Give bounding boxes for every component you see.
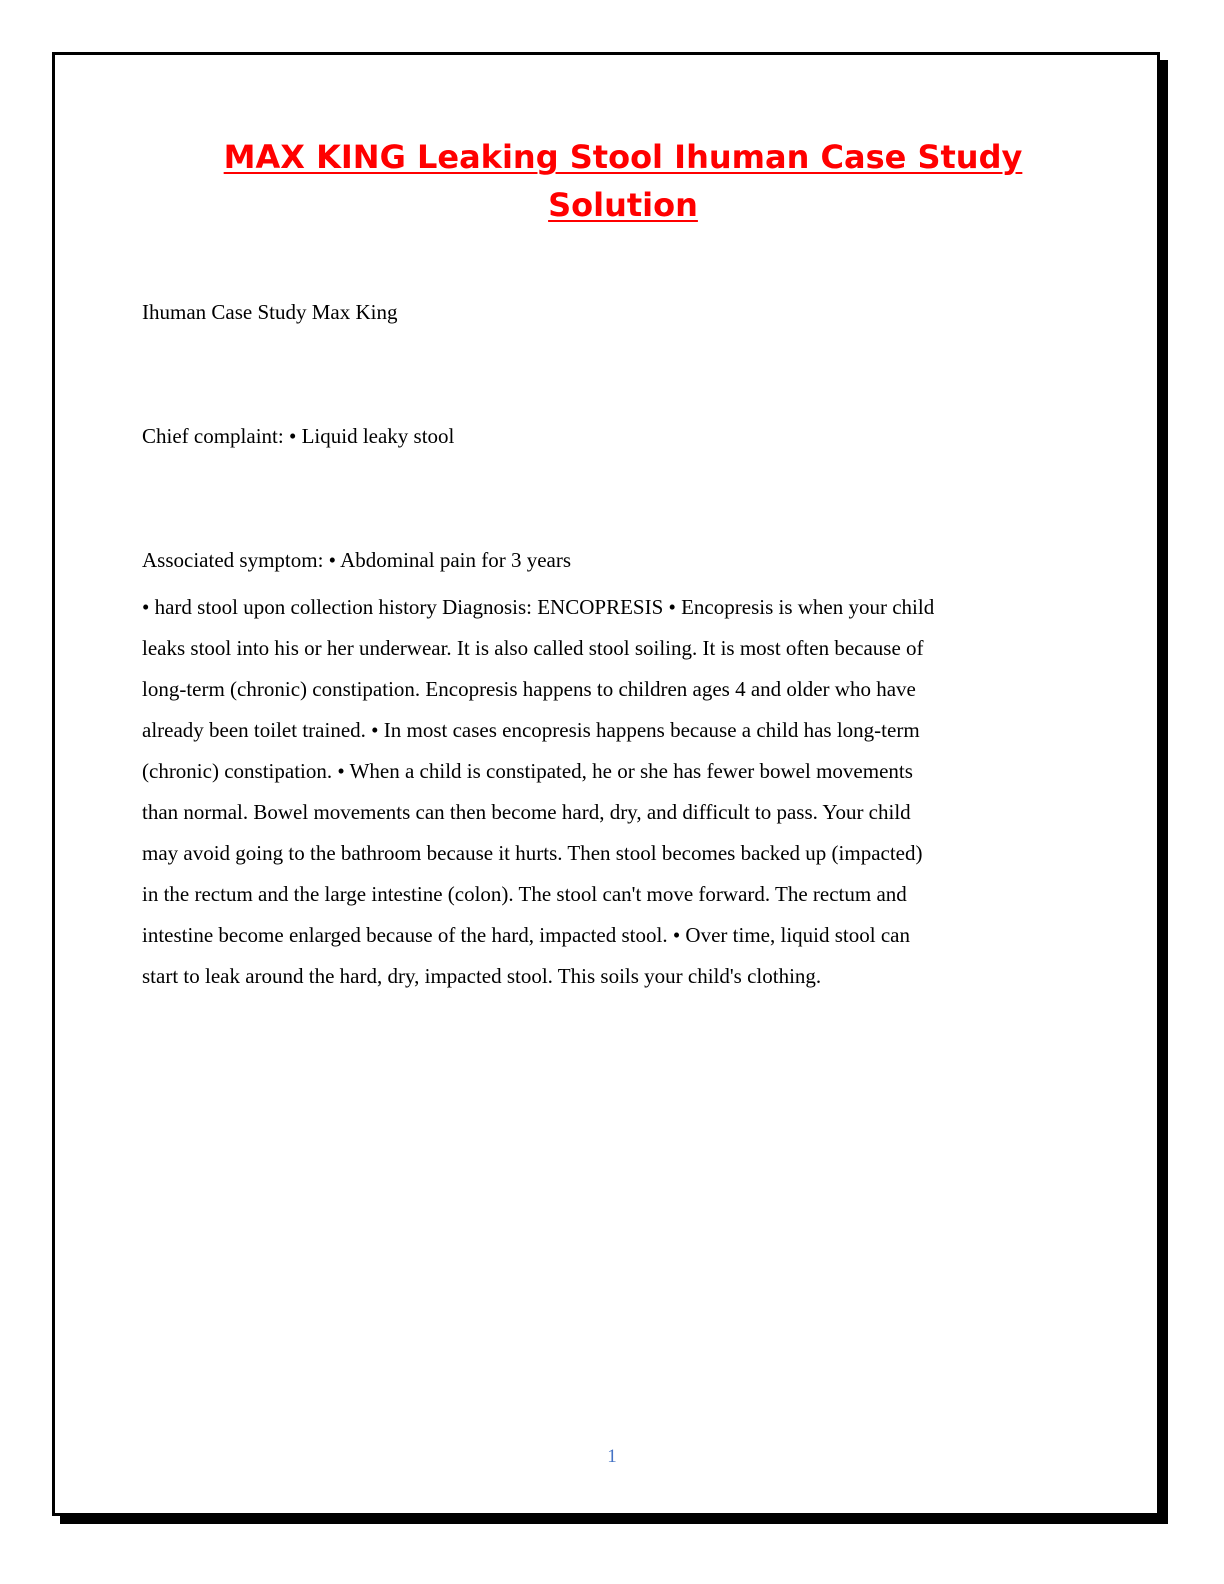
- chief-complaint: Chief complaint: • Liquid leaky stool: [142, 424, 455, 448]
- paragraph-line: • hard stool upon collection history Diagnosis: ENCOPRESIS • Encopresis is when your child: [142, 595, 935, 619]
- paragraph-line: (chronic) constipation. • When a child is constipated, he or she has fewer bowel movements: [142, 759, 913, 783]
- document-title: [100, 133, 1146, 229]
- page-number: 1: [607, 1446, 617, 1467]
- paragraph-line: long-term (chronic) constipation. Encopresis happens to children ages 4 and older who have: [142, 677, 916, 701]
- paragraph-line: leaks stool into his or her underwear. It is also called stool soiling. It is most often because of: [142, 636, 924, 660]
- paragraph-line: in the rectum and the large intestine (colon). The stool can't move forward. The rectum and: [142, 882, 907, 906]
- title-line-1: MAX KING Leaking Stool Ihuman Case Study: [223, 138, 1023, 176]
- paragraph-line: intestine become enlarged because of the hard, impacted stool. • Over time, liquid stool can: [142, 923, 910, 947]
- paragraph-line: may avoid going to the bathroom because it hurts. Then stool becomes backed up (impacted): [142, 841, 923, 865]
- title-line-2: Solution: [548, 186, 698, 224]
- document-subtitle: Ihuman Case Study Max King: [142, 300, 398, 324]
- associated-symptom: Associated symptom: • Abdominal pain for 3 years: [142, 548, 572, 572]
- paragraph-line: start to leak around the hard, dry, impacted stool. This soils your child's clothing.: [142, 964, 822, 988]
- paragraph-line: than normal. Bowel movements can then become hard, dry, and difficult to pass. Your child: [142, 800, 911, 824]
- diagnosis-paragraph: [142, 587, 1062, 997]
- paragraph-line: already been toilet trained. • In most cases encopresis happens because a child has long-term: [142, 718, 920, 742]
